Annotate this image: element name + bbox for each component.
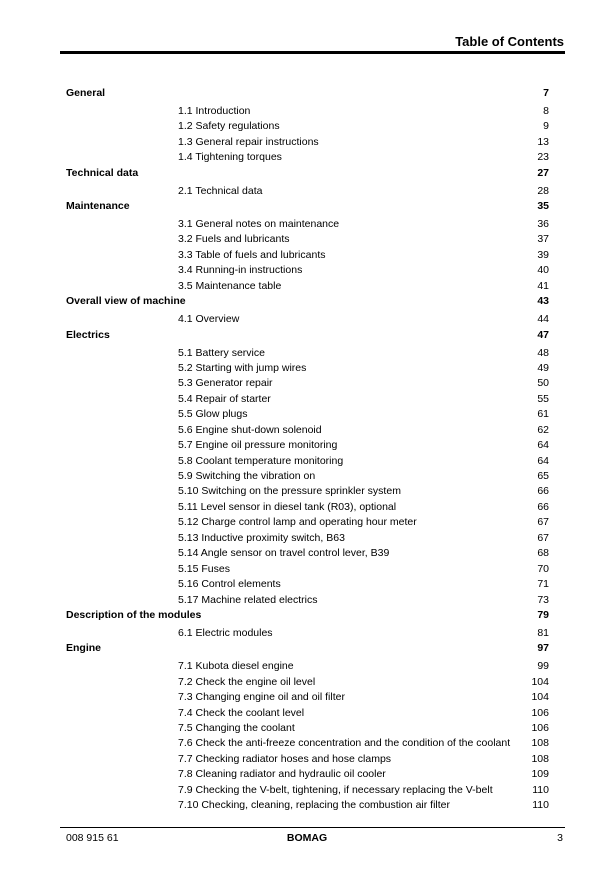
toc-page-number: 28: [537, 184, 549, 197]
toc-chapter-title: Maintenance: [66, 200, 130, 213]
toc-page-number: 68: [537, 547, 549, 560]
toc-section-title: 7.3 Changing engine oil and oil filter: [178, 691, 345, 704]
toc-page-number: 43: [537, 295, 549, 308]
toc-section-row: [66, 454, 549, 469]
toc-section-row: [66, 150, 549, 165]
toc-section-row: [66, 767, 549, 782]
toc-page-number: 81: [537, 626, 549, 639]
toc-section-row: [66, 346, 549, 361]
toc-chapter-title: General: [66, 87, 106, 99]
toc-section-title: 2.1 Technical data: [178, 184, 263, 197]
toc-section-row: [66, 626, 549, 641]
toc-section-row: [66, 263, 549, 278]
toc-page-number: 64: [537, 454, 549, 467]
header-rule: [60, 51, 565, 54]
toc-section-title: 5.13 Inductive proximity switch, B63: [178, 531, 345, 544]
toc-chapter-title: Electrics: [66, 328, 110, 341]
toc-section-row: [66, 783, 549, 798]
toc-section-title: 5.12 Charge control lamp and operating hour meter: [178, 516, 417, 529]
toc-section-title: 7.7 Checking radiator hoses and hose clamps: [178, 752, 392, 765]
toc-section-row: [66, 407, 549, 422]
brand-name: BOMAG: [286, 832, 328, 844]
toc-section-title: 3.1 General notes on maintenance: [178, 218, 340, 230]
toc-section-title: 3.3 Table of fuels and lubricants: [178, 248, 326, 261]
toc-section-row: [66, 392, 549, 407]
toc-page-number: 9: [543, 120, 549, 133]
toc-chapter-row: [66, 166, 549, 181]
toc-section-row: [66, 706, 549, 721]
toc-section-row: [66, 515, 549, 530]
table-of-contents: [66, 86, 549, 814]
toc-page-number: 49: [537, 361, 549, 374]
toc-section-row: [66, 312, 549, 327]
toc-section-title: 5.7 Engine oil pressure monitoring: [178, 439, 338, 452]
toc-section-row: [66, 423, 549, 438]
toc-page-number: 104: [531, 675, 549, 688]
toc-section-title: 1.3 General repair instructions: [178, 135, 319, 148]
toc-section-title: 5.14 Angle sensor on travel control lever, B39: [178, 547, 390, 560]
toc-section-row: [66, 577, 549, 592]
toc-page-number: 40: [537, 264, 549, 277]
toc-page-number: 65: [537, 470, 549, 482]
toc-page-number: 97: [537, 642, 549, 655]
toc-section-row: [66, 531, 549, 546]
toc-page-number: 41: [537, 279, 549, 292]
toc-section-row: [66, 675, 549, 690]
toc-page-number: 50: [537, 377, 549, 390]
page-number: 3: [557, 832, 563, 844]
toc-section-row: [66, 232, 549, 247]
toc-page-number: 48: [537, 346, 549, 359]
toc-section-title: 7.10 Checking, cleaning, replacing the combustion air filter: [178, 799, 450, 812]
toc-page-number: 99: [537, 660, 549, 673]
toc-page-number: 106: [531, 706, 549, 719]
toc-section-title: 5.6 Engine shut-down solenoid: [178, 423, 322, 436]
toc-page-number: 108: [531, 752, 549, 765]
toc-section-title: 5.11 Level sensor in diesel tank (R03), optional: [178, 500, 397, 513]
toc-section-title: 5.2 Starting with jump wires: [178, 361, 307, 374]
toc-chapter-row: [66, 86, 549, 101]
toc-section-title: 1.2 Safety regulations: [178, 120, 280, 133]
toc-section-title: 1.4 Tightening torques: [178, 151, 282, 164]
toc-section-row: [66, 721, 549, 736]
toc-section-title: 5.17 Machine related electrics: [178, 593, 318, 606]
toc-section-title: 5.9 Switching the vibration on: [178, 470, 316, 482]
toc-page-number: 64: [537, 439, 549, 452]
toc-section-title: 5.1 Battery service: [178, 346, 265, 359]
toc-chapter-row: [66, 608, 549, 623]
document-number: 008 915 61: [66, 832, 119, 844]
toc-page-number: 71: [537, 578, 549, 591]
toc-page-number: 39: [537, 248, 549, 261]
toc-page-number: 61: [537, 408, 549, 421]
toc-chapter-title: Engine: [66, 642, 102, 655]
toc-page-number: 79: [537, 608, 549, 621]
toc-page-number: 62: [537, 423, 549, 436]
toc-section-title: 5.15 Fuses: [178, 562, 230, 575]
toc-section-title: 7.1 Kubota diesel engine: [178, 660, 294, 673]
toc-page-number: 23: [537, 151, 549, 164]
toc-section-title: 3.5 Maintenance table: [178, 279, 282, 292]
toc-page-number: 70: [537, 562, 549, 575]
toc-page-number: 37: [537, 233, 549, 246]
toc-section-row: [66, 361, 549, 376]
toc-page-number: 67: [537, 516, 549, 529]
toc-page-number: 106: [531, 722, 549, 734]
toc-chapter-title: Technical data: [66, 166, 139, 179]
toc-section-row: [66, 593, 549, 608]
toc-section-row: [66, 217, 549, 232]
toc-page-number: 66: [537, 485, 549, 498]
toc-section-title: 7.4 Check the coolant level: [178, 706, 305, 719]
toc-page-number: 110: [532, 799, 549, 812]
toc-section-title: 5.8 Coolant temperature monitoring: [178, 454, 344, 467]
toc-page-number: 73: [537, 593, 549, 606]
toc-page-number: 8: [543, 104, 549, 117]
toc-section-row: [66, 104, 549, 119]
toc-chapter-row: [66, 328, 549, 343]
footer-rule: [60, 827, 565, 828]
toc-chapter-row: [66, 199, 549, 214]
toc-page-number: 67: [537, 531, 549, 544]
toc-section-title: 7.5 Changing the coolant: [178, 722, 295, 734]
toc-section-row: [66, 736, 549, 751]
toc-chapter-title: Overall view of machine: [66, 295, 186, 308]
toc-page-number: 36: [537, 218, 549, 230]
toc-page-number: 104: [531, 691, 549, 704]
toc-section-title: 7.6 Check the anti-freeze concentration and the condition of the coolant: [178, 737, 511, 750]
toc-chapter-row: [66, 641, 549, 656]
toc-page-number: 110: [532, 783, 549, 796]
toc-section-title: 7.2 Check the engine oil level: [178, 675, 316, 688]
toc-section-row: [66, 500, 549, 515]
page-title: Table of Contents: [455, 34, 564, 49]
toc-section-row: [66, 798, 549, 813]
toc-section-title: 7.9 Checking the V-belt, tightening, if necessary replacing the V-belt: [178, 783, 493, 796]
toc-section-title: 5.3 Generator repair: [178, 377, 273, 390]
toc-page-number: 7: [543, 87, 549, 99]
toc-section-title: 5.5 Glow plugs: [178, 408, 248, 421]
toc-section-title: 5.4 Repair of starter: [178, 392, 271, 405]
toc-section-row: [66, 546, 549, 561]
toc-section-title: 6.1 Electric modules: [178, 626, 273, 639]
toc-page-number: 27: [537, 166, 549, 179]
toc-section-title: 3.2 Fuels and lubricants: [178, 233, 290, 246]
toc-section-title: 5.10 Switching on the pressure sprinkler system: [178, 485, 401, 498]
toc-section-title: 5.16 Control elements: [178, 578, 281, 591]
toc-section-row: [66, 659, 549, 674]
toc-page-number: 35: [537, 200, 549, 213]
toc-section-row: [66, 752, 549, 767]
toc-section-row: [66, 690, 549, 705]
toc-section-row: [66, 438, 549, 453]
toc-page-number: 109: [531, 768, 549, 781]
toc-page-number: 44: [537, 313, 549, 326]
toc-chapter-row: [66, 294, 549, 309]
toc-page-number: 13: [537, 135, 549, 148]
toc-section-row: [66, 248, 549, 263]
toc-section-title: 7.8 Cleaning radiator and hydraulic oil cooler: [178, 768, 386, 781]
toc-page-number: 47: [537, 328, 549, 341]
toc-chapter-title: Description of the modules: [66, 608, 202, 621]
toc-section-row: [66, 469, 549, 484]
toc-section-row: [66, 119, 549, 134]
toc-section-title: 1.1 Introduction: [178, 104, 251, 117]
toc-page-number: 108: [531, 737, 549, 750]
toc-section-row: [66, 376, 549, 391]
toc-section-row: [66, 184, 549, 199]
toc-section-row: [66, 279, 549, 294]
toc-page-number: 66: [537, 500, 549, 513]
toc-page-number: 55: [537, 392, 549, 405]
toc-section-title: 3.4 Running-in instructions: [178, 264, 303, 277]
toc-section-title: 4.1 Overview: [178, 313, 240, 326]
toc-section-row: [66, 484, 549, 499]
toc-section-row: [66, 135, 549, 150]
toc-section-row: [66, 562, 549, 577]
